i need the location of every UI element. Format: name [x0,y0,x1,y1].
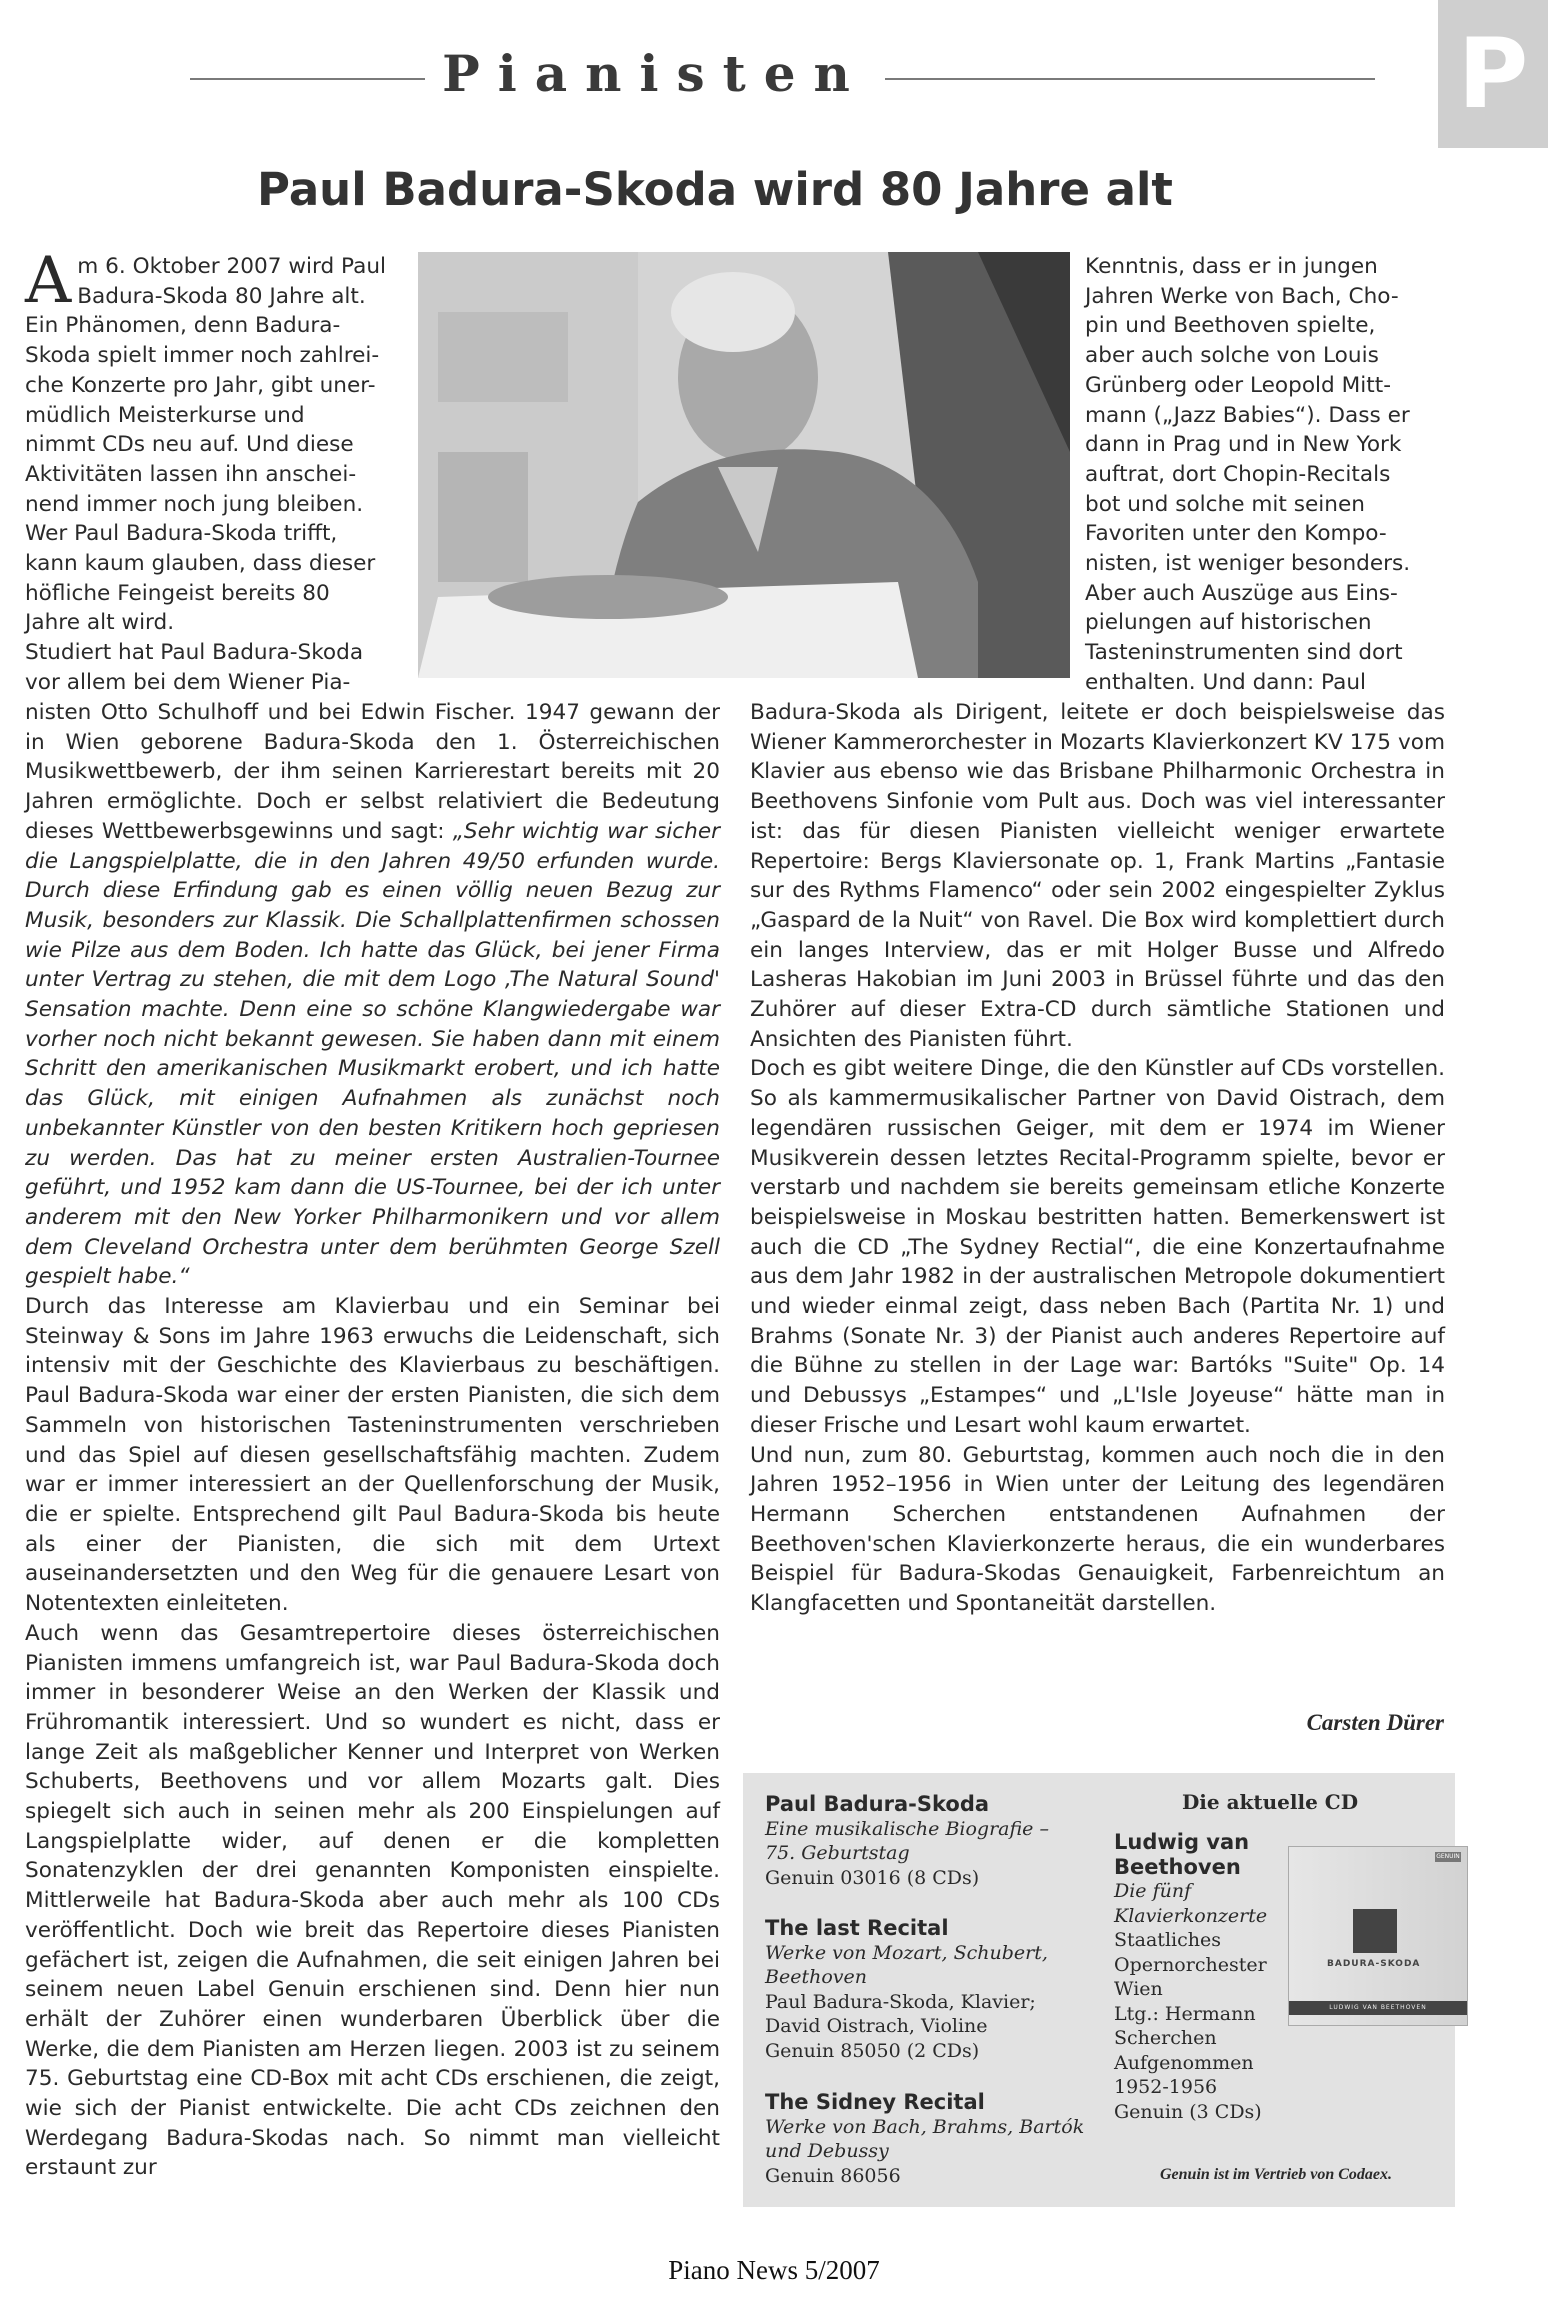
cd-subtitle: Beethoven [765,1966,867,1988]
text-line: Ein Phänomen, denn Badura- [25,313,341,339]
cd-info-line: Scherchen [1114,2027,1217,2049]
cd-cover-image [1288,1846,1468,2026]
cd-title: The Sidney Recital [765,2090,985,2114]
text-line: Favoriten unter den Kompo- [1085,521,1387,547]
current-cd-details [1114,1830,1267,2124]
distribution-note: Genuin ist im Vertrieb von Codaex. [1159,2166,1393,2183]
cover-composer-strip: LUDWIG VAN BEETHOVEN [1289,2001,1467,2015]
text-line: Grünberg oder Leopold Mitt- [1085,372,1391,398]
paragraph: Auch wenn das Gesamtrepertoire dieses österreichischen Pianisten immens umfangreich ist, war Paul Badura-Skoda doch immer in besonderer Weise an den Werken der Klassik und Frühromantik interessiert. Und so wundert es nicht, dass er lange Zeit als maßgeblicher Kenner und Interpret von Werken Schuberts, Beethovens und vor allem Mozarts galt. Dies spiegelt sich auch in seinen mehr als 200 Einspielungen auf Langspielplatte wider, auf denen er die kompletten Sonatenzyklen der drei genannten Komponisten einspielte. Mittlerweile hat Badura-Skoda aber auch mehr als 100 CDs veröffentlicht. Doch wie breit das Repertoire dieses Pianisten gefächert ist, zeigen die Aufnahmen, die seit einigen Jahren bei seinem neuen Label Genuin erschienen sind. Denn hier nun erhält der Zuhörer einen wunderbaren Überblick über die Werke, die dem Pianisten am Herzen liegen. 2003 ist zu seinem 75. Geburtstag eine CD-Box mit acht CDs erschienen, die zeigt, wie sich der Pianist entwickelte. Die acht CDs zeichnen den Werdegang Badura-Skodas nach. So nimmt man vielleicht erstaunt zur [25,1620,720,2181]
left-column-body [25,698,720,2183]
text-line: nend immer noch jung bleiben. [25,491,364,517]
cd-listing-3 [765,2090,1084,2188]
cd-title: Paul Badura-Skoda [765,1792,990,1816]
cd-info-line: Ltg.: Hermann [1114,2002,1256,2025]
cd-label: Genuin 85050 (2 CDs) [765,2039,980,2062]
text-line: Studiert hat Paul Badura-Skoda [25,640,364,666]
text-line: aber auch solche von Louis [1085,343,1379,369]
text-line: bot und solche mit seinen [1085,491,1365,517]
cd-info-line: Opernorchester [1114,1953,1267,1976]
right-column-body [750,698,1445,1619]
text-line: Jahre alt wird. [25,610,175,636]
cd-label: Genuin 86056 [765,2164,901,2187]
text-line: müdlich Meisterkurse und [25,402,305,428]
cd-listing-1 [765,1792,1049,1890]
paragraph: nisten Otto Schulhoff und bei Edwin Fischer. 1947 gewann der in Wien geborene Badura-Skoda den 1. Österreichischen Musikwettbewerb, der ihm seinen Karrierestart bereits mit 20 Jahren ermöglichte. Doch er selbst relativiert die Bedeutung dieses Wettbewerbsgewinns und sagt: [25,700,720,844]
paragraph: Durch das Interesse am Klavierbau und ein Seminar bei Steinway & Sons im Jahre 1963 erwuchs die Leidenschaft, sich intensiv mit der Geschichte des Klavierbaus zu beschäftigen. Paul Badura-Skoda war einer der ersten Pianisten, die sich dem Sammeln von historischen Tasteninstrumenten verschrieben und das Spiel auf diesen gesellschaftsfähig machten. Zudem war er immer interessiert an der Quellenforschung der Musik, die er spielte. Entsprechend gilt Paul Badura-Skoda bis heute als einer der Pianisten, die sich mit dem Urtext auseinandersetzten und den Weg für die genauere Lesart von Notentexten einleiteten. [25,1294,720,1617]
cd-info-line: Wien [1114,1978,1163,2000]
article-title: Paul Badura-Skoda wird 80 Jahre alt [257,163,1173,216]
cd-subtitle: Klavierkonzerte [1114,1904,1268,1927]
cd-subtitle: Werke von Mozart, Schubert, [765,1941,1048,1964]
text-line: Skoda spielt immer noch zahlrei- [25,343,380,369]
paragraph: Und nun, zum 80. Geburtstag, kommen auch noch die in den Jahren 1952–1956 in Wien unter der Leitung des legendären Hermann Scherchen entstandenen Aufnahmen der Beethoven'schen Klavierkonzerte heraus, die ein wunderbares Beispiel für Badura-Skodas Genauigkeit, Farbenreichtum an Klangfacetten und Spontaneität darstellen. [750,1442,1445,1617]
right-column-top [1085,252,1445,698]
text-line: nisten, ist weniger besonders. [1085,551,1411,577]
page-footer: Piano News 5/2007 [668,2255,880,2285]
text-line: Aktivitäten lassen ihn anschei- [25,461,357,487]
section-tab: P [1438,0,1548,148]
header-rule-left [190,78,425,80]
cd-info-line: Aufgenommen [1114,2051,1254,2074]
drop-cap: A [25,244,72,318]
cd-info-line: 1952-1956 [1114,2076,1218,2098]
text-line: Aber auch Auszüge aus Eins- [1085,580,1398,606]
text-line: nimmt CDs neu auf. Und diese [25,432,354,458]
current-cd-heading: Die aktuelle CD [1181,1790,1359,1814]
cd-title: Beethoven [1114,1854,1241,1879]
text-line: Badura-Skoda 80 Jahre alt. [77,283,366,309]
cd-subtitle: und Debussy [765,2140,889,2162]
text-line: mann („Jazz Babies“). Dass er [1085,402,1410,428]
text-line: Wer Paul Badura-Skoda trifft, [25,521,338,547]
text-line: vor allem bei dem Wiener Pia- [25,669,351,695]
paragraph: Doch es gibt weitere Dinge, die den Künstler auf CDs vorstellen. So als kammermusikalischer Partner von David Oistrach, dem legendären russischen Geiger, mit dem er 1974 im Wiener Musikverein dessen letztes Recital-Programm spielte, bevor er verstarb und nachdem sie bereits gemeinsam etliche Konzerte beispielsweise in Moskau bestritten hatten. Bemerkenswert ist auch die CD „The Sydney Rectial“, die eine Konzertaufnahme aus dem Jahr 1982 in der australischen Metropole dokumentiert und wieder einmal zeigt, dass neben Bach (Partita Nr. 1) und Brahms (Sonate Nr. 3) der Pianist auch anderes Repertoire auf die Bühne zu stellen in der Lage war: Bartóks "Suite" Op. 14 und Debussys „Estampes“ und „L'Isle Joyeuse“ hätte man in dieser Frische und Lesart wohl kaum erwartet. [750,1056,1445,1438]
cd-listing-2 [765,1916,1048,2063]
cd-title: The last Recital [765,1916,949,1940]
cd-subtitle: Eine musikalische Biografie – [765,1817,1049,1840]
cd-info-line: Genuin (3 CDs) [1114,2100,1262,2123]
header-rule-right [885,78,1375,80]
paragraph: Badura-Skoda als Dirigent, leitete er doch beispielsweise das Wiener Kammerorchester in Mozarts Klavierkonzert KV 175 vom Klavier aus ebenso wie das Brisbane Philharmonic Orchestra in Beethovens Sinfonie vom Pult aus. Doch was viel interessanter ist: das für diesen Pianisten vielleicht weniger erwartete Repertoire: Bergs Klaviersonate op. 1, Frank Martins „Fantasie sur des Rythms Flamenco“ oder sein 2002 eingespielter Zyklus „Gaspard de la Nuit“ von Ravel. Die Box wird komplettiert durch ein langes Interview, das er mit Holger Busse und Alfredo Lasheras Hakobian im Juni 2003 in Brüssel führte und das den Zuhörer auf dieser Extra-CD durch sämtliche Stationen und Ansichten des Pianisten führt. [750,700,1445,1052]
text-line: Tasteninstrumenten sind dort [1085,640,1403,666]
cd-subtitle: Die fünf [1114,1880,1192,1902]
text-line: pielungen auf historischen [1085,610,1372,636]
cover-artist-name: BADURA-SKODA [1327,1959,1421,1969]
cd-title: Ludwig van [1114,1830,1250,1854]
text-line: pin und Beethoven spielte, [1085,313,1376,339]
cd-label: Genuin 03016 (8 CDs) [765,1866,980,1889]
left-column-top [25,244,405,698]
author-name: Carsten Dürer [1306,1710,1444,1735]
text-line: Jahren Werke von Bach, Cho- [1085,283,1399,309]
text-line: kann kaum glauben, dass dieser [25,551,376,577]
cover-portrait [1353,1909,1397,1953]
text-line: enthalten. Und dann: Paul [1085,669,1367,695]
cd-subtitle: Werke von Bach, Brahms, Bartók [765,2115,1085,2138]
cd-subtitle: 75. Geburtstag [765,1842,910,1864]
text-line: Kenntnis, dass er in jungen [1085,254,1378,279]
portrait-photo [418,252,1070,678]
text-line: m 6. Oktober 2007 wird Paul [77,254,387,279]
cover-label-logo: GENUIN [1436,1853,1460,1860]
text-line: auftrat, dort Chopin-Recitals [1085,461,1391,487]
text-line: dann in Prag und in New York [1085,432,1402,458]
text-line: höfliche Feingeist bereits 80 [25,580,330,606]
text-line: che Konzerte pro Jahr, gibt uner- [25,372,376,398]
cd-performer: David Oistrach, Violine [765,2015,988,2037]
quote: „Sehr wichtig war sicher die Langspielplatte, die in den Jahren 49/50 erfunden wurde. Durch diese Erfindung gab es einen völlig neuen Bezug zur Musik, besonders zur Klassik. Die Schallplattenfirmen schossen wie Pilze aus dem Boden. Ich hatte das Glück, bei jener Firma unter Vertrag zu stehen, die mit dem Logo ‚The Natural Sound' Sensation machte. Denn eine so schöne Klangwiedergabe war vorher noch nicht bekannt gewesen. Sie haben dann mit einem Schritt den amerikanischen Musikmarkt erobert, und ich hatte das Glück, mit einigen Aufnahmen als zunächst noch unbekannter Künstler von den besten Kritikern hoch gepriesen zu werden. Das hat zu meiner ersten Australien-Tournee geführt, und 1952 kam dann die US-Tournee, bei der ich unter anderem mit den New Yorker Philharmonikern und vor allem dem Cleveland Orchestra unter dem berühmten George Szell gespielt habe.“ [25,818,720,1290]
cd-performer: Paul Badura-Skoda, Klavier; [765,1990,1036,2013]
cd-info-line: Staatliches [1114,1929,1221,1951]
section-heading: Pianisten [442,44,868,103]
